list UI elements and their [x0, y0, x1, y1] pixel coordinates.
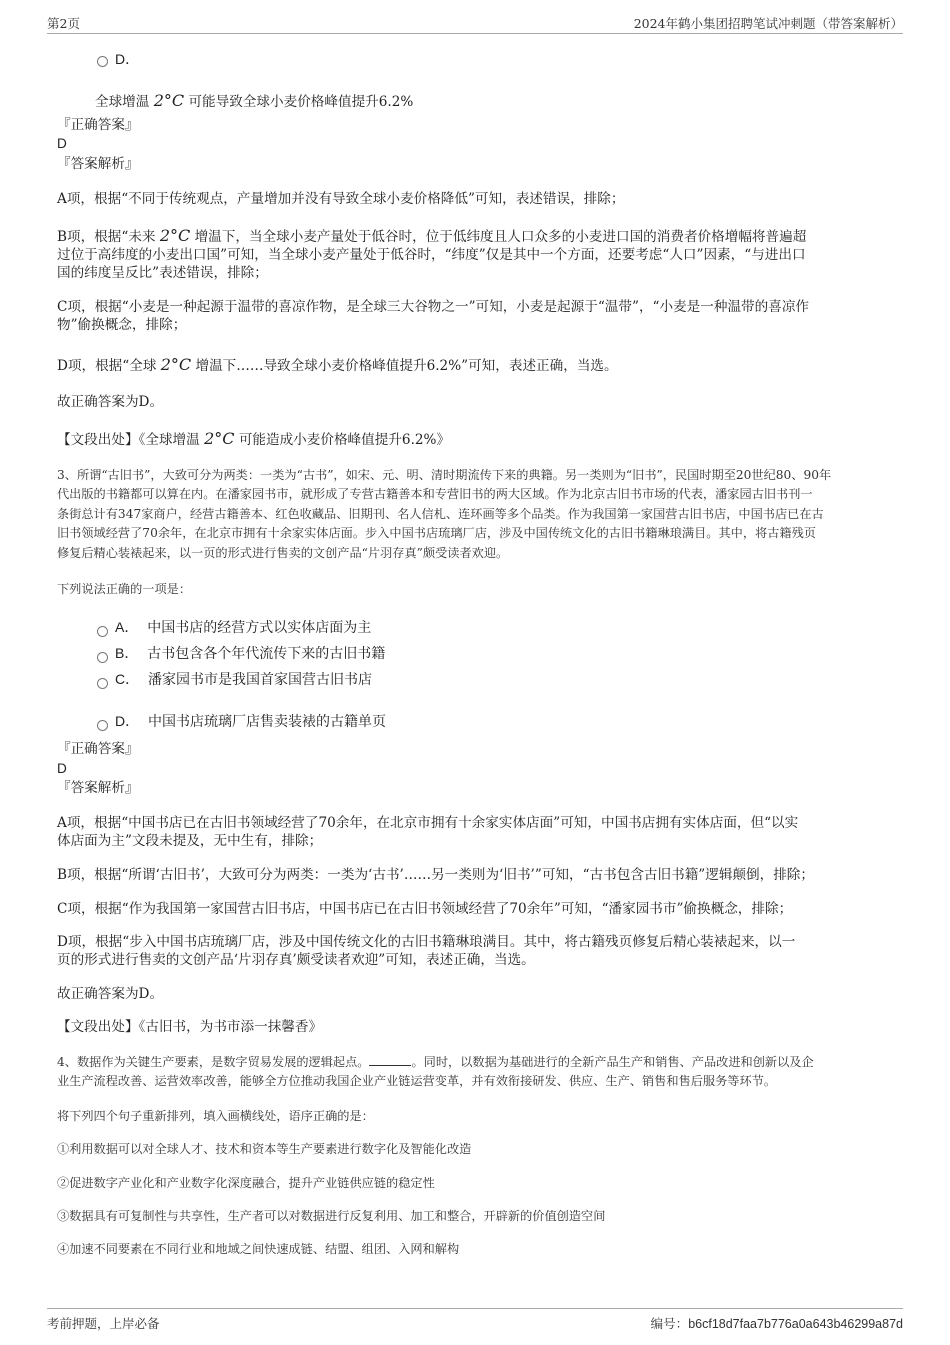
q2-option-d-label: D．	[115, 51, 140, 67]
math-temperature: 2°C	[153, 91, 185, 110]
q3-analysis-a-line2: 体店面为主”文段未提及，无中生有，排除；	[57, 833, 323, 849]
q2-analysis-c: C项，根据“小麦是一种起源于温带的喜凉作物，是全球三大谷物之一”可知，小麦是起源于“温带”，“小麦是一种温带的喜凉作	[57, 299, 810, 315]
q2-source: 【文段出处】《全球增温 2°C 可能造成小麦价格峰值提升6.2%》	[57, 429, 451, 448]
q3-option-c[interactable]: C． 潘家园书市是我国首家国营古旧书店	[115, 671, 373, 688]
q2-analysis-c-line2: 物”偷换概念，排除；	[57, 317, 187, 333]
q2-analysis-d: D项，根据“全球 2°C 增温下……导致全球小麦价格峰值提升6.2%”可知，表述正确，当选。	[57, 355, 618, 374]
q3-analysis-a: A项，根据“中国书店已在古旧书领域经营了70余年，在北京市拥有十余家实体店面”可知，中国书店拥有实体店面，但“以实	[57, 815, 799, 831]
q3-analysis-c: C项，根据“作为我国第一家国营古旧书店，中国书店已在古旧书领域经营了70余年”可知，“潘家园书市”偷换概念，排除；	[57, 901, 793, 917]
q3-stem-line1: 3、所谓“古旧书”，大致可分为两类：一类为“古书”，如宋、元、明、清时期流传下来的典籍。另一类则为“旧书”，民国时期至20世纪80、90年	[57, 468, 832, 482]
q4-prompt: 将下列四个句子重新排列，填入画横线处，语序正确的是：	[57, 1109, 374, 1123]
q2-option-d-text: 全球增温 2°C 可能导致全球小麦价格峰值提升6.2%	[95, 91, 414, 110]
q2-conclusion: 故正确答案为D。	[57, 394, 164, 410]
fill-in-blank	[369, 1054, 411, 1066]
page-number: 第2页	[47, 16, 80, 31]
q4-item-1: ①利用数据可以对全球人才、技术和资本等生产要素进行数字化及智能化改造	[57, 1142, 472, 1156]
q2-analysis-b-line3: 国的纬度呈反比”表述错误，排除；	[57, 265, 268, 281]
q3-option-b[interactable]: B． 古书包含各个年代流传下来的古旧书籍	[115, 645, 386, 662]
q2-answer: D	[57, 136, 67, 151]
radio-option-a-q3[interactable]	[97, 626, 108, 637]
q3-answer-header: 『正确答案』	[57, 741, 139, 757]
q2-analysis-b-line2: 过位于高纬度的小麦出口国”可知，当全球小麦产量处于低谷时，“纬度”仅是其中一个方面，还要考虑“人口”因素，“与进出口	[57, 247, 806, 263]
q4-stem-line1: 4、数据作为关键生产要素，是数字贸易发展的逻辑起点。 。同时，以数据为基础进行的全新产品生产和销售、产品改进和创新以及企	[57, 1055, 814, 1069]
q3-option-a[interactable]: A． 中国书店的经营方式以实体店面为主	[115, 619, 372, 636]
q2-answer-header: 『正确答案』	[57, 117, 139, 133]
q3-analysis-d-line2: 页的形式进行售卖的文创产品‘片羽存真’颇受读者欢迎”可知，表述正确，当选。	[57, 952, 535, 968]
q3-stem-line4: 旧书领域经营了70余年，在北京市拥有十余家实体店面。步入中国书店琉璃厂店，涉及中国传统文化的古旧书籍琳琅满目。其中，将古籍残页	[57, 526, 816, 540]
q3-stem-line2: 代出版的书籍都可以算在内。在潘家园书市，就形成了专营古籍善本和专营旧书的两大区域。作为北京古旧书市场的代表，潘家园古旧书刊一	[57, 487, 813, 501]
radio-option-b-q3[interactable]	[97, 652, 108, 663]
q3-conclusion: 故正确答案为D。	[57, 986, 164, 1002]
q4-item-3: ③数据具有可复制性与共享性，生产者可以对数据进行反复利用、加工和整合，开辟新的价值创造空间	[57, 1209, 606, 1223]
q3-analysis-b: B项，根据“所谓‘古旧书’，大致可分为两类：一类为‘古书’……另一类则为‘旧书’”可知，“古书包含古旧书籍”逻辑颠倒，排除；	[57, 867, 814, 883]
radio-option-d-q3[interactable]	[97, 720, 108, 731]
q3-source: 【文段出处】《古旧书，为书市添一抹馨香》	[57, 1019, 323, 1035]
document-title: 2024年鹤小集团招聘笔试冲刺题（带答案解析）	[633, 16, 903, 31]
q3-analysis-d: D项，根据“步入中国书店琉璃厂店，涉及中国传统文化的古旧书籍琳琅满目。其中，将古籍残页修复后精心装裱起来，以一	[57, 934, 796, 950]
radio-option-c-q3[interactable]	[97, 678, 108, 689]
q3-prompt: 下列说法正确的一项是：	[57, 582, 192, 596]
header-divider	[47, 33, 903, 34]
q2-analysis-header: 『答案解析』	[57, 156, 139, 172]
q3-answer: D	[57, 761, 67, 776]
q3-analysis-header: 『答案解析』	[57, 780, 139, 796]
radio-option-d-q2[interactable]	[97, 56, 108, 67]
footer-divider	[47, 1308, 903, 1309]
q4-stem-line2: 业生产流程改善、运营效率改善，能够全方位推动我国企业产业链运营变革，并有效衔接研发、供应、生产、销售和售后服务等环节。	[57, 1074, 777, 1088]
q3-stem-line3: 条街总计有347家商户，经营古籍善本、红色收藏品、旧期刊、名人信札、连环画等多个品类。作为我国第一家国营古旧书店，中国书店已在古	[57, 507, 824, 521]
q2-analysis-a: A项，根据“不同于传统观点，产量增加并没有导致全球小麦价格降低”可知，表述错误，排除；	[57, 191, 625, 207]
q3-stem-line5: 修复后精心装裱起来，以一页的形式进行售卖的文创产品“片羽存真”颇受读者欢迎。	[57, 546, 509, 560]
q3-option-d[interactable]: D． 中国书店琉璃厂店售卖装裱的古籍单页	[115, 713, 387, 730]
q2-analysis-b: B项，根据“未来 2°C 增温下，当全球小麦产量处于低谷时，位于低纬度且人口众多的小麦进口国的消费者价格增幅将普遍超	[57, 226, 807, 245]
q4-item-2: ②促进数字产业化和产业数字化深度融合，提升产业链供应链的稳定性	[57, 1176, 435, 1190]
q4-item-4: ④加速不同要素在不同行业和地域之间快速成链、结盟、组团、入网和解构	[57, 1242, 460, 1256]
footer-slogan: 考前押题，上岸必备	[47, 1316, 160, 1331]
footer-code: 编号：b6cf18d7faa7b776a0a643b46299a87d	[650, 1316, 903, 1331]
